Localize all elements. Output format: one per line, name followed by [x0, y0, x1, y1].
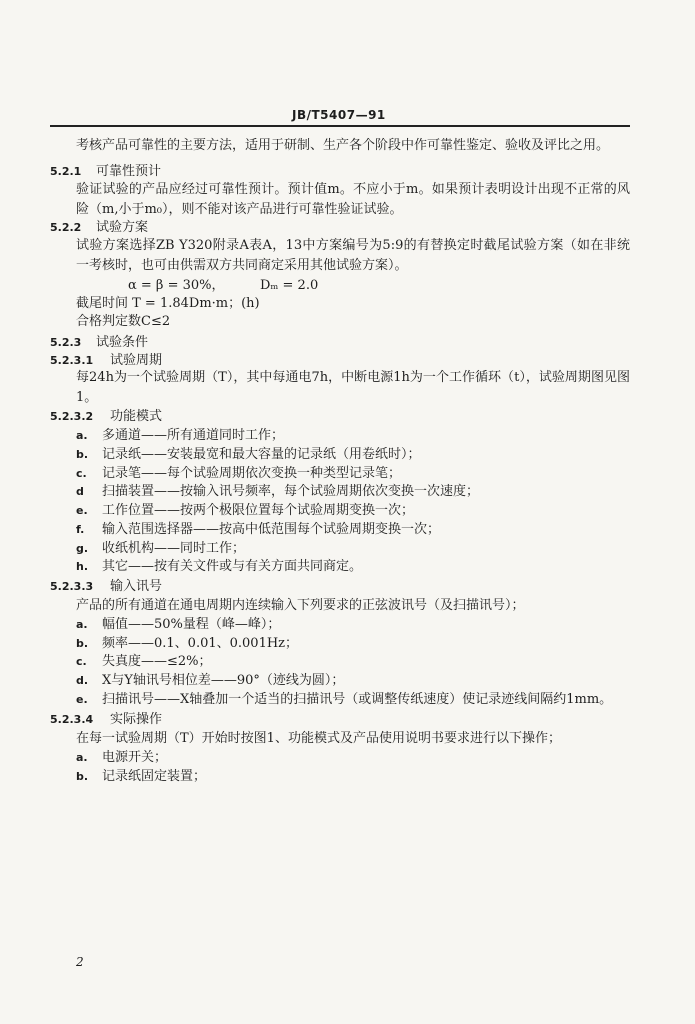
list-item: c. 记录笔——每个试验周期依次变换一种类型记录笔； — [76, 466, 402, 481]
header-rule — [50, 125, 630, 127]
intro-paragraph: 考核产品可靠性的主要方法，适用于研制、生产各个阶段中作可靠性鉴定、验收及评比之用。 — [76, 138, 610, 153]
list-item: f. 输入范围选择器——按高中低范围每个试验周期变换一次； — [76, 522, 441, 537]
list-item: g. 收纸机构——同时工作； — [76, 541, 246, 556]
equation-alpha-beta: α = β = 30%， — [128, 278, 225, 293]
section-number: 5.2.3.3 — [50, 580, 94, 593]
section-title: 可靠性预计 — [96, 164, 162, 179]
paragraph-5-2-1: 验证试验的产品应经过可靠性预计。预计值m。不应小于m。如果预计表明设计出现不正常的风险（m,小于m₀），则不能对该产品进行可靠性验证试验。 — [76, 182, 630, 217]
paragraph-5-2-3-1: 每24h为一个试验周期（T），其中每通电7h，中断电源1h为一个工作循环（t），试验周期图见图1。 — [76, 370, 630, 405]
section-heading-5-2-3 — [50, 335, 148, 351]
list-item: a. 幅值——50%量程（峰—峰）； — [76, 617, 281, 632]
list-item: d 扫描装置——按输入讯号频率，每个试验周期依次变换一次速度； — [76, 484, 480, 499]
section-heading-5-2-3-1 — [50, 353, 162, 369]
equation-truncation-time: 截尾时间 T = 1.84Dm·m；(h) — [76, 296, 260, 311]
list-item: b. 记录纸固定装置； — [76, 769, 207, 784]
paragraph-5-2-3-4: 在每一试验周期（T）开始时按图1、功能模式及产品使用说明书要求进行以下操作； — [76, 731, 561, 746]
equation-acceptance-number: 合格判定数C≤2 — [76, 314, 171, 329]
section-number: 5.2.2 — [50, 221, 82, 234]
section-heading-5-2-3-2 — [50, 409, 162, 425]
equation-dm: Dₘ = 2.0 — [260, 278, 319, 293]
section-number: 5.2.3.1 — [50, 354, 94, 367]
paragraph-5-2-2: 试验方案选择ZB Y320附录A表A，13中方案编号为5:9的有替换定时截尾试验方案（如在非统一考核时，也可由供需双方共同商定采用其他试验方案）。 — [76, 238, 630, 273]
section-title: 功能模式 — [110, 409, 163, 424]
paragraph-5-2-3-3: 产品的所有通道在通电周期内连续输入下列要求的正弦波讯号（及扫描讯号）； — [76, 598, 525, 613]
list-item: a. 电源开关； — [76, 750, 168, 765]
section-heading-5-2-1 — [50, 164, 161, 180]
list-item: e. 工作位置——按两个极限位置每个试验周期变换一次； — [76, 503, 415, 518]
list-item: a. 多通道——所有通道同时工作； — [76, 428, 285, 443]
section-title: 输入讯号 — [110, 579, 163, 594]
list-item: d. X与Y轴讯号相位差——90°（迹线为圆）； — [76, 673, 345, 688]
section-heading-5-2-3-3 — [50, 579, 162, 595]
section-title: 试验方案 — [96, 220, 149, 235]
list-item: b. 频率——0.1、0.01、0.001Hz； — [76, 636, 299, 651]
section-title: 试验条件 — [96, 335, 149, 350]
standard-number-header: JB/T5407—91 — [292, 108, 386, 122]
list-item: h. 其它——按有关文件或与有关方面共同商定。 — [76, 559, 363, 574]
section-number: 5.2.3 — [50, 336, 82, 349]
section-title: 实际操作 — [110, 712, 163, 727]
section-number: 5.2.1 — [50, 165, 82, 178]
list-item: b. 记录纸——安装最宽和最大容量的记录纸（用卷纸时）； — [76, 447, 421, 462]
page-number: 2 — [76, 955, 84, 969]
list-item: c. 失真度——≤2%； — [76, 654, 212, 669]
section-heading-5-2-2 — [50, 220, 148, 236]
list-item: e. 扫描讯号——X轴叠加一个适当的扫描讯号（或调整传纸速度）使记录迹线间隔约1mm。 — [76, 692, 613, 707]
section-heading-5-2-3-4 — [50, 712, 162, 728]
section-number: 5.2.3.2 — [50, 410, 94, 423]
section-title: 试验周期 — [110, 353, 163, 368]
section-number: 5.2.3.4 — [50, 713, 94, 726]
